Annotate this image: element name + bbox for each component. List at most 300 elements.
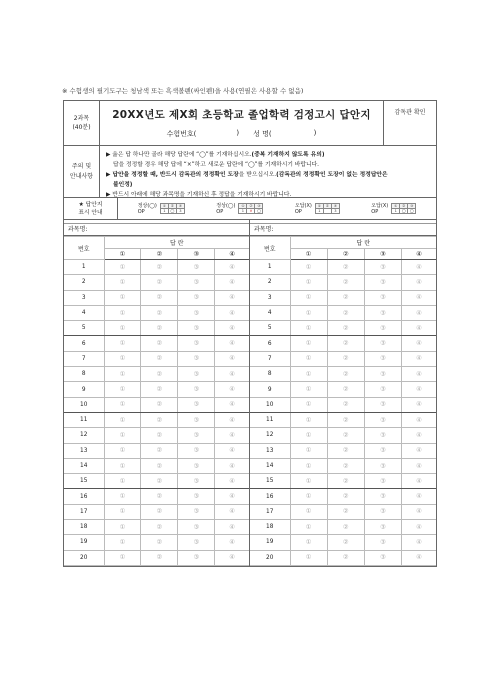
answer-bubble[interactable]: ② (141, 428, 178, 443)
question-number: 3 (250, 290, 290, 305)
answer-row (250, 321, 436, 336)
answer-bubble[interactable]: ① (290, 382, 327, 397)
answer-bubble[interactable]: ② (327, 443, 364, 458)
answer-bubble[interactable]: ② (141, 535, 178, 550)
answer-table-right (250, 236, 436, 566)
answer-bubble[interactable]: ① (290, 321, 327, 336)
question-number: 20 (250, 550, 290, 565)
answer-row (64, 428, 249, 443)
title-block (100, 101, 383, 145)
answer-row (64, 290, 249, 305)
question-number: 5 (64, 321, 104, 336)
answer-row (250, 458, 436, 473)
answer-bubble[interactable]: ④ (215, 275, 249, 290)
question-number: 14 (250, 458, 290, 473)
answer-bubble[interactable]: ④ (215, 412, 249, 427)
answer-bubble[interactable]: ① (290, 458, 327, 473)
answer-bubble[interactable]: ④ (215, 443, 249, 458)
exam-number-field[interactable] (196, 129, 236, 139)
answer-bubble[interactable]: ③ (364, 321, 401, 336)
answer-bubble[interactable]: ④ (402, 275, 436, 290)
marking-example (138, 203, 185, 215)
answer-bubble[interactable]: ① (290, 535, 327, 550)
option-header: ② (141, 249, 178, 260)
caution-line1-text: ▶ 옳은 답 하나만 골라 해당 답란에 “◯”를 기재하십시오. (106, 152, 252, 158)
answer-bubble[interactable]: ③ (364, 535, 401, 550)
answer-bubble[interactable]: ① (290, 550, 327, 565)
answer-row (64, 382, 249, 397)
answer-bubble[interactable]: ③ (364, 367, 401, 382)
answer-bubble[interactable]: ① (104, 397, 141, 412)
answer-bubble[interactable]: ① (290, 397, 327, 412)
question-number: 19 (250, 535, 290, 550)
answer-bubble[interactable]: ④ (215, 336, 249, 351)
answer-bubble[interactable]: ① (104, 443, 141, 458)
question-number: 2 (64, 275, 104, 290)
answer-row (64, 351, 249, 366)
marking-example-grid: ① ② ③ 1 ✕ ◯ (238, 203, 263, 214)
answer-bubble[interactable]: ④ (215, 351, 249, 366)
answer-bubble[interactable]: ① (104, 504, 141, 519)
question-number: 19 (64, 535, 104, 550)
caution-line3-c: (감독관의 정정확인 도장이 없는 정정답안은 (276, 172, 388, 178)
answer-bubble[interactable]: ③ (178, 321, 215, 336)
answer-bubble[interactable]: ① (290, 260, 327, 275)
caution-line3-a: ▶ 답안을 정정할 때, 반드시 감독관의 정정확인 도장 (106, 172, 239, 178)
marking-example-grid: ① ② ③ 1 ◯ ◯ (391, 203, 416, 214)
answer-bubble[interactable]: ③ (364, 305, 401, 320)
answer-bubble[interactable]: ② (141, 321, 178, 336)
answer-bubble[interactable]: ② (327, 428, 364, 443)
marking-example (371, 203, 416, 215)
answer-bubble[interactable]: ② (327, 351, 364, 366)
question-number: 6 (250, 336, 290, 351)
answer-table-left (64, 236, 249, 566)
answer-bubble[interactable]: ② (141, 412, 178, 427)
answer-bubble[interactable]: ④ (402, 260, 436, 275)
answer-bubble[interactable]: ② (141, 351, 178, 366)
answer-bubble[interactable]: ① (104, 458, 141, 473)
answer-bubble[interactable]: ② (327, 290, 364, 305)
answer-row (250, 382, 436, 397)
answer-bubble[interactable]: ④ (402, 550, 436, 565)
marking-label-line1: ★ 답안지 (78, 201, 103, 208)
answer-bubble[interactable]: ③ (178, 550, 215, 565)
question-number: 8 (250, 367, 290, 382)
name-field[interactable] (272, 129, 314, 139)
answer-bubble[interactable]: ④ (215, 305, 249, 320)
answer-bubble[interactable]: ④ (215, 290, 249, 305)
answer-bubble[interactable]: ③ (178, 535, 215, 550)
answer-bubble[interactable]: ③ (178, 412, 215, 427)
answer-bubble[interactable]: ③ (364, 443, 401, 458)
marking-guide (64, 198, 436, 220)
answer-bubble[interactable]: ① (104, 520, 141, 535)
question-number: 8 (64, 367, 104, 382)
answer-bubble[interactable]: ④ (215, 397, 249, 412)
name-close: ) (313, 129, 317, 137)
answer-row (64, 535, 249, 550)
answer-bubble[interactable]: ① (290, 443, 327, 458)
question-number: 2 (250, 275, 290, 290)
answer-bubble[interactable]: ② (327, 397, 364, 412)
answer-bubble[interactable]: ③ (178, 367, 215, 382)
answer-bubble[interactable]: ① (290, 428, 327, 443)
question-number: 13 (64, 443, 104, 458)
answer-bubble[interactable]: ③ (364, 504, 401, 519)
answer-row (250, 397, 436, 412)
answer-bubble[interactable]: ① (104, 260, 141, 275)
answer-row (250, 351, 436, 366)
answer-row (250, 474, 436, 489)
answer-row (250, 550, 436, 565)
answer-bubble[interactable]: ③ (178, 474, 215, 489)
marking-label (64, 198, 118, 219)
answer-bubble[interactable]: ③ (178, 458, 215, 473)
caution-line3 (106, 170, 430, 180)
answer-bubble[interactable]: ④ (215, 321, 249, 336)
answer-bubble[interactable]: ② (327, 458, 364, 473)
answer-bubble[interactable]: ④ (402, 535, 436, 550)
question-number: 3 (64, 290, 104, 305)
answer-row (250, 336, 436, 351)
answer-bubble[interactable]: ④ (215, 458, 249, 473)
question-number: 11 (64, 412, 104, 427)
caution-line1 (106, 150, 430, 160)
notice-text: ※ 수험생의 필기도구는 청남색 또는 흑색볼펜(싸인펜)을 사용(연필은 사용할 수 없음) (62, 87, 304, 95)
answer-bubble[interactable]: ① (290, 290, 327, 305)
question-number: 10 (64, 397, 104, 412)
answer-bubble[interactable]: ① (104, 382, 141, 397)
answer-bubble[interactable]: ② (327, 550, 364, 565)
answer-row (64, 367, 249, 382)
subject-name-field[interactable]: 과목명: (64, 224, 249, 236)
question-number: 4 (64, 305, 104, 320)
answer-bubble[interactable]: ③ (364, 351, 401, 366)
answer-bubble[interactable]: ② (327, 321, 364, 336)
answer-bubble[interactable]: ③ (178, 275, 215, 290)
answer-bubble[interactable]: ① (290, 504, 327, 519)
answer-row (250, 489, 436, 504)
caution-line3-b: 을 받으십시오. (238, 172, 277, 178)
answer-bubble[interactable]: ② (141, 397, 178, 412)
answer-bubble[interactable]: ④ (402, 397, 436, 412)
answer-bubble[interactable]: ④ (215, 260, 249, 275)
answer-bubble[interactable]: ③ (178, 428, 215, 443)
answer-bubble[interactable]: ④ (402, 458, 436, 473)
answer-bubble[interactable]: ② (327, 382, 364, 397)
answer-row (64, 458, 249, 473)
answer-bubble[interactable]: ② (141, 305, 178, 320)
answer-row (250, 428, 436, 443)
answer-bubble[interactable]: ④ (215, 382, 249, 397)
answer-row (64, 550, 249, 565)
answer-bubble[interactable]: ④ (402, 336, 436, 351)
marking-label-line2: 표시 안내 (78, 209, 103, 216)
answer-panel-right (250, 220, 436, 566)
answer-bubble[interactable]: ③ (364, 260, 401, 275)
answer-bubble[interactable]: ① (104, 305, 141, 320)
answer-row (250, 412, 436, 427)
answer-row (64, 336, 249, 351)
answer-bubble[interactable]: ② (327, 260, 364, 275)
answer-bubble[interactable]: ④ (402, 428, 436, 443)
answer-bubble[interactable]: ③ (178, 489, 215, 504)
answer-bubble[interactable]: ② (141, 275, 178, 290)
question-number: 17 (64, 504, 104, 519)
answer-bubble[interactable]: ② (327, 474, 364, 489)
answer-row (250, 367, 436, 382)
marking-example (216, 203, 263, 215)
marking-example-sub: OP (294, 208, 302, 215)
answer-panel-left (64, 220, 250, 566)
answer-bubble[interactable]: ② (141, 504, 178, 519)
answer-bubble[interactable]: ① (104, 321, 141, 336)
answer-bubble[interactable]: ③ (364, 275, 401, 290)
question-number: 15 (64, 474, 104, 489)
question-number: 7 (250, 351, 290, 366)
question-number: 16 (64, 489, 104, 504)
supervisor-label: 감독관 확인 (394, 109, 426, 116)
answer-bubble[interactable]: ③ (178, 351, 215, 366)
answer-row (64, 305, 249, 320)
answer-bubble[interactable]: ① (290, 367, 327, 382)
caution-body (100, 146, 436, 197)
answer-bubble[interactable]: ③ (364, 550, 401, 565)
answer-row (64, 489, 249, 504)
answer-bubble[interactable]: ④ (402, 412, 436, 427)
answer-bubble[interactable]: ② (327, 336, 364, 351)
answer-bubble[interactable]: ③ (364, 382, 401, 397)
exam-duration: (40분) (72, 124, 91, 131)
caution-label-line2: 안내사항 (69, 172, 94, 180)
answer-bubble[interactable]: ③ (364, 458, 401, 473)
answer-bubble[interactable]: ② (327, 305, 364, 320)
answer-bubble[interactable]: ② (141, 458, 178, 473)
answer-bubble[interactable]: ③ (364, 520, 401, 535)
answer-bubble[interactable]: ② (327, 275, 364, 290)
answer-bubble[interactable]: ① (104, 535, 141, 550)
answer-row (250, 443, 436, 458)
answer-bubble[interactable]: ④ (215, 489, 249, 504)
question-number: 1 (64, 260, 104, 275)
marking-example-grid: ① ② ③ 1 3 (315, 203, 340, 214)
answer-bubble[interactable]: ④ (402, 443, 436, 458)
answer-bubble[interactable]: ④ (402, 321, 436, 336)
question-number: 1 (250, 260, 290, 275)
marking-example-label: 정상(◯) (137, 202, 157, 209)
option-header: ① (104, 249, 141, 260)
answer-bubble[interactable]: ③ (364, 474, 401, 489)
question-number: 4 (250, 305, 290, 320)
answer-bubble[interactable]: ④ (215, 428, 249, 443)
answer-bubble[interactable]: ④ (402, 382, 436, 397)
answer-bubble[interactable]: ① (290, 336, 327, 351)
marking-examples (118, 198, 436, 219)
answer-bubble[interactable]: ① (104, 474, 141, 489)
answer-bubble[interactable]: ② (141, 336, 178, 351)
answer-bubble[interactable]: ③ (364, 489, 401, 504)
answer-bubble[interactable]: ① (290, 412, 327, 427)
answer-bubble[interactable]: ③ (178, 382, 215, 397)
answer-bubble[interactable]: ② (327, 367, 364, 382)
answer-bubble[interactable]: ② (327, 520, 364, 535)
answer-bubble[interactable]: ③ (364, 412, 401, 427)
answer-bubble[interactable]: ① (104, 412, 141, 427)
answer-row (250, 305, 436, 320)
answer-bubble[interactable]: ① (290, 474, 327, 489)
marking-example-grid: ① ② ③ 1 ◯ 3 (160, 203, 185, 214)
answer-bubble[interactable]: ④ (402, 351, 436, 366)
answer-bubble[interactable]: ② (327, 412, 364, 427)
caution-section (64, 146, 436, 198)
answer-bubble[interactable]: ② (141, 443, 178, 458)
answer-bubble[interactable]: ② (327, 489, 364, 504)
answer-row (64, 260, 249, 275)
answer-bubble[interactable]: ② (141, 489, 178, 504)
marking-example (295, 203, 340, 215)
answer-bubble[interactable]: ④ (215, 367, 249, 382)
answer-bubble[interactable]: ③ (178, 397, 215, 412)
answer-row (250, 520, 436, 535)
option-header: ④ (215, 249, 249, 260)
answer-bubble[interactable]: ④ (402, 520, 436, 535)
question-number: 15 (250, 474, 290, 489)
answer-bubble[interactable]: ④ (402, 474, 436, 489)
question-number: 9 (64, 382, 104, 397)
question-number: 16 (250, 489, 290, 504)
page-title: 20XX년도 제X회 초등학교 졸업학력 검정고시 답안지 (112, 109, 371, 121)
answer-bubble[interactable]: ② (141, 290, 178, 305)
caution-line1-bold: (중복 기재하지 않도록 유의) (251, 152, 325, 158)
question-number: 9 (250, 382, 290, 397)
answer-row (64, 397, 249, 412)
option-header: ③ (178, 249, 215, 260)
answer-bubble[interactable]: ② (141, 550, 178, 565)
option-header: ② (327, 249, 364, 260)
question-number: 18 (250, 520, 290, 535)
answer-bubble[interactable]: ④ (402, 290, 436, 305)
answer-bubble[interactable]: ④ (215, 520, 249, 535)
answer-header: 답 란 (104, 237, 249, 249)
answer-bubble[interactable]: ③ (178, 305, 215, 320)
question-number: 6 (64, 336, 104, 351)
marking-example-label: 오답(X) (294, 202, 312, 209)
answer-row (250, 290, 436, 305)
answer-bubble[interactable]: ① (290, 520, 327, 535)
exam-number-close: ) (236, 129, 240, 137)
answer-bubble[interactable]: ④ (215, 474, 249, 489)
answer-bubble[interactable]: ① (104, 290, 141, 305)
answer-header: 답 란 (290, 237, 436, 249)
answer-bubble[interactable]: ④ (215, 535, 249, 550)
answer-bubble[interactable]: ① (104, 275, 141, 290)
marking-example-label: 정상(◯) (216, 202, 236, 209)
caution-line4: 불인정) (113, 182, 133, 188)
answer-bubble[interactable]: ② (141, 474, 178, 489)
answer-bubble[interactable]: ③ (364, 290, 401, 305)
subject-name-field[interactable]: 과목명: (250, 224, 436, 236)
answer-bubble[interactable]: ③ (178, 520, 215, 535)
answer-bubble[interactable]: ③ (364, 336, 401, 351)
answer-bubble[interactable]: ① (290, 489, 327, 504)
answer-bubble[interactable]: ① (290, 305, 327, 320)
number-header: 번호 (250, 237, 290, 260)
subject-info (64, 101, 100, 145)
exam-number-label: 수험번호( (166, 130, 197, 138)
question-number: 14 (64, 458, 104, 473)
answer-sheet (63, 100, 437, 567)
caution-line2: 답을 정정할 경우 해당 답에 “×”하고 새로운 답란에 “◯”를 기재하시기 바랍니다. (113, 162, 320, 168)
question-number: 12 (64, 428, 104, 443)
answer-row (64, 321, 249, 336)
answer-bubble[interactable]: ① (104, 351, 141, 366)
question-number: 20 (64, 550, 104, 565)
name-label: 성 명( (253, 130, 272, 138)
question-number: 12 (250, 428, 290, 443)
answer-bubble[interactable]: ① (104, 428, 141, 443)
answer-bubble[interactable]: ④ (402, 489, 436, 504)
answer-row (64, 275, 249, 290)
answer-bubble[interactable]: ④ (402, 367, 436, 382)
answer-bubble[interactable]: ① (104, 550, 141, 565)
question-number: 11 (250, 412, 290, 427)
answer-bubble[interactable]: ③ (178, 336, 215, 351)
answer-bubble[interactable]: ③ (364, 397, 401, 412)
answer-bubble[interactable]: ③ (178, 260, 215, 275)
subject-count: 2과목 (73, 115, 90, 122)
marking-example-sub: OP (137, 208, 145, 215)
answer-bubble[interactable]: ② (141, 520, 178, 535)
number-header: 번호 (64, 237, 104, 260)
question-number: 10 (250, 397, 290, 412)
answer-row (250, 504, 436, 519)
answer-bubble[interactable]: ④ (215, 550, 249, 565)
answer-bubble[interactable]: ① (290, 351, 327, 366)
option-header: ③ (364, 249, 401, 260)
answer-bubble[interactable]: ② (141, 382, 178, 397)
question-number: 13 (250, 443, 290, 458)
answer-bubble[interactable]: ② (141, 260, 178, 275)
answer-bubble[interactable]: ④ (402, 305, 436, 320)
answer-bubble[interactable]: ④ (402, 504, 436, 519)
answer-bubble[interactable]: ② (327, 535, 364, 550)
answer-bubble[interactable]: ③ (178, 290, 215, 305)
marking-example-sub: OP (371, 208, 379, 215)
marking-example-sub: OP (216, 208, 224, 215)
answer-bubble[interactable]: ① (290, 275, 327, 290)
answer-row (250, 260, 436, 275)
answer-bubble[interactable]: ① (104, 489, 141, 504)
answer-row (250, 275, 436, 290)
answer-bubble[interactable]: ③ (364, 428, 401, 443)
answer-bubble[interactable]: ③ (178, 443, 215, 458)
answer-bubble[interactable]: ② (141, 367, 178, 382)
question-number: 18 (64, 520, 104, 535)
supervisor-box (383, 101, 436, 145)
answer-row (64, 412, 249, 427)
answer-bubble[interactable]: ④ (215, 504, 249, 519)
answer-bubble[interactable]: ① (104, 336, 141, 351)
answer-bubble[interactable]: ② (327, 504, 364, 519)
answer-bubble[interactable]: ③ (178, 504, 215, 519)
question-number: 17 (250, 504, 290, 519)
sheet-header (64, 101, 436, 146)
answer-bubble[interactable]: ① (104, 367, 141, 382)
examinee-info (167, 129, 317, 139)
answer-row (64, 443, 249, 458)
option-header: ① (290, 249, 327, 260)
